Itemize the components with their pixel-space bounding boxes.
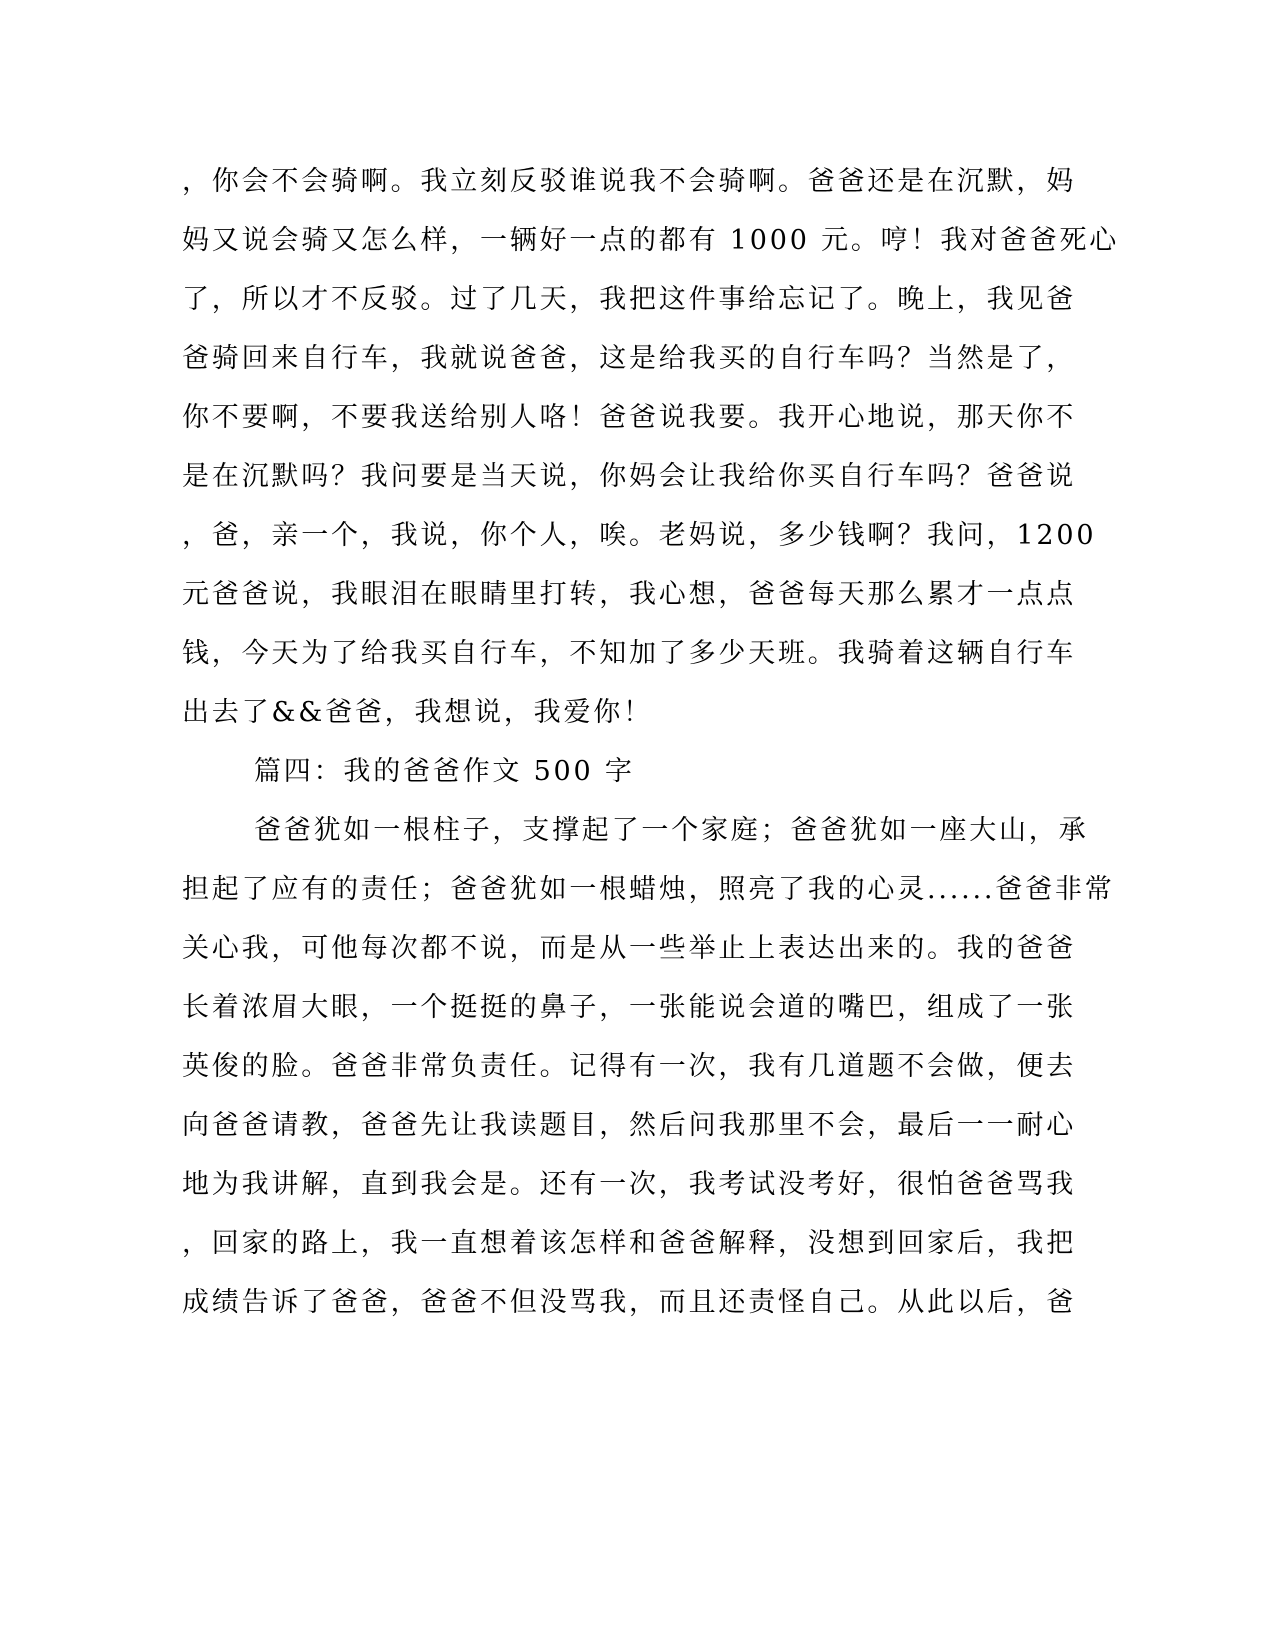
paragraph-line: 了，所以才不反驳。过了几天，我把这件事给忘记了。晚上，我见爸	[182, 284, 1076, 315]
section-paragraph-line: 关心我，可他每次都不说，而是从一些举止上表达出来的。我的爸爸	[182, 933, 1076, 964]
section-paragraph-line: 成绩告诉了爸爸，爸爸不但没骂我，而且还责怪自己。从此以后，爸	[182, 1287, 1076, 1318]
paragraph-line: 是在沉默吗？我问要是当天说，你妈会让我给你买自行车吗？爸爸说	[182, 461, 1076, 492]
paragraph-line: ，爸，亲一个，我说，你个人，唉。老妈说，多少钱啊？我问，1200	[182, 520, 1097, 551]
paragraph-line: 钱，今天为了给我买自行车，不知加了多少天班。我骑着这辆自行车	[182, 638, 1076, 669]
section-paragraph-line: 爸爸犹如一根柱子，支撑起了一个家庭；爸爸犹如一座大山，承	[254, 815, 1089, 846]
paragraph-line: 妈又说会骑又怎么样，一辆好一点的都有 1000 元。哼！我对爸爸死心	[182, 225, 1120, 256]
paragraph-line: ，你会不会骑啊。我立刻反驳谁说我不会骑啊。爸爸还是在沉默，妈	[182, 166, 1076, 197]
paragraph-line: 出去了&&爸爸，我想说，我爱你！	[182, 697, 653, 728]
paragraph-line: 爸骑回来自行车，我就说爸爸，这是给我买的自行车吗？当然是了，	[182, 343, 1076, 374]
section-paragraph-line: 担起了应有的责任；爸爸犹如一根蜡烛，照亮了我的心灵......爸爸非常	[182, 874, 1115, 905]
section-paragraph-line: 长着浓眉大眼，一个挺挺的鼻子，一张能说会道的嘴巴，组成了一张	[182, 992, 1076, 1023]
section-paragraph-line: 英俊的脸。爸爸非常负责任。记得有一次，我有几道题不会做，便去	[182, 1051, 1076, 1082]
section-paragraph-line: ，回家的路上，我一直想着该怎样和爸爸解释，没想到回家后，我把	[182, 1228, 1076, 1259]
section-title: 篇四：我的爸爸作文 500 字	[254, 756, 635, 787]
section-paragraph-line: 地为我讲解，直到我会是。还有一次，我考试没考好，很怕爸爸骂我	[182, 1169, 1076, 1200]
section-paragraph-line: 向爸爸请教，爸爸先让我读题目，然后问我那里不会，最后一一耐心	[182, 1110, 1076, 1141]
paragraph-line: 元爸爸说，我眼泪在眼睛里打转，我心想，爸爸每天那么累才一点点	[182, 579, 1076, 610]
essay-text	[182, 155, 1120, 1335]
paragraph-line: 你不要啊，不要我送给别人咯！爸爸说我要。我开心地说，那天你不	[182, 402, 1076, 433]
